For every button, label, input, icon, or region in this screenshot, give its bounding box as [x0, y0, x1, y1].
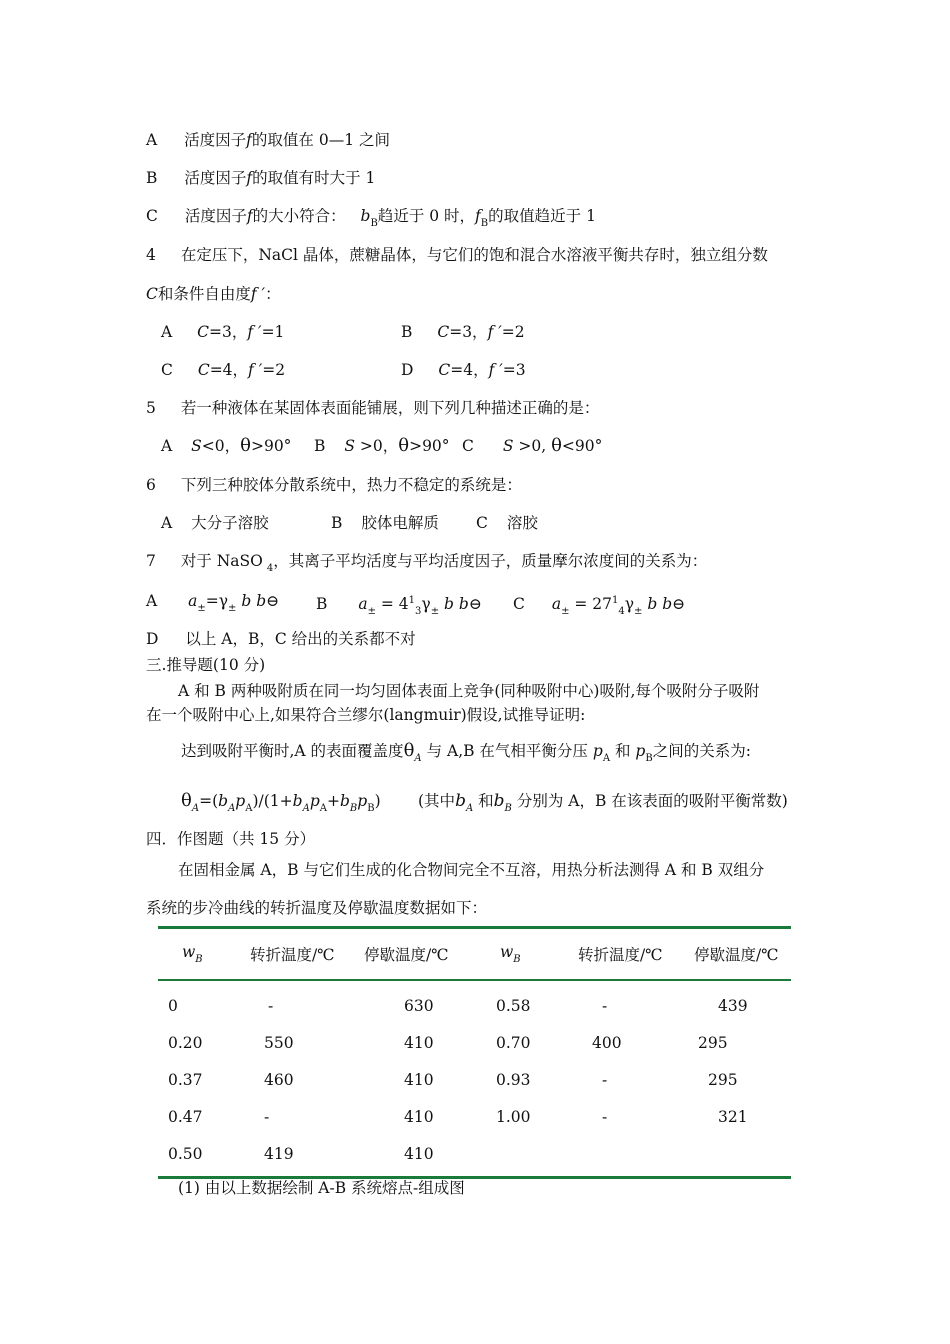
section3-relation-line: 达到吸附平衡时,A 的表面覆盖度$\theta_A$ 与 A,B 在气相平衡分压 $p_A$ 和 $p_B$之间的关系为: [181, 740, 751, 764]
q7-option-a: A $a_\pm=\gamma_\pm$ b b⊖ [146, 592, 280, 614]
task-1: (1) 由以上数据绘制 A-B 系统熔点-组成图 [178, 1179, 465, 1197]
section3-paragraph-2: 在一个吸附中心上,如果符合兰缪尔(langmuir)假设,试推导证明: [146, 706, 586, 724]
q3-option-c: C 活度因子f的大小符合： $b_B$趋近于 0 时，$f_B$的取值趋近于 1 [146, 207, 596, 229]
section3-paragraph-1: A 和 B 两种吸附质在同一均匀固体表面上竞争(同种吸附中心)吸附,每个吸附分子吸附 [178, 682, 760, 700]
formula-note: (其中$b_A$ 和$b_B$ 分别为 A，B 在该表面的吸附平衡常数) [418, 791, 788, 814]
header-halt-temp-1: 停歇温度/℃ [364, 946, 449, 964]
table-row: 0.47 - 410 1.00 - 321 [168, 1107, 748, 1126]
section4-paragraph-2: 系统的步冷曲线的转折温度及停歇温度数据如下： [146, 899, 488, 917]
table-row: 0.20 550 410 0.70 400 295 [168, 1033, 728, 1052]
q5-option-a: A S<0，θ>90° [161, 435, 292, 456]
header-wb-2: $w_B$ [500, 943, 521, 965]
q3-option-b: B 活度因子f的取值有时大于 1 [146, 169, 376, 187]
q5-option-c: C S >0, θ<90° [462, 435, 603, 456]
q6-option-a: A 大分子溶胶 [161, 514, 269, 532]
q7-option-d: D 以上 A，B，C 给出的关系都不对 [146, 630, 416, 648]
q6-option-c: C 溶胶 [476, 514, 538, 532]
q4-option-a: A C=3，f ′=1 [161, 323, 285, 341]
section4-paragraph-1: 在固相金属 A，B 与它们生成的化合物间完全不互溶，用热分析法测得 A 和 B 双组分 [178, 861, 765, 879]
table-row: 0.37 460 410 0.93 - 295 [168, 1070, 738, 1089]
langmuir-formula: $\theta_A=(b_Ap_A)/(1+b_Ap_A+b_Bp_B)$ [181, 790, 381, 814]
q7-stem: 7 对于 NaSO $_4$，其离子平均活度与平均活度因子，质量摩尔浓度间的关系为： [146, 552, 708, 574]
section3-title: 三.推导题(10 分) [146, 656, 266, 674]
header-halt-temp-2: 停歇温度/℃ [694, 946, 779, 964]
header-wb-1: $w_B$ [182, 943, 203, 965]
q6-stem: 6 下列三种胶体分散系统中，热力不稳定的系统是： [146, 476, 522, 494]
cooling-curve-table [158, 926, 791, 1179]
table-row: 0.50 419 410 [158, 1135, 791, 1178]
q4-stem: 4 在定压下，NaCl 晶体，蔗糖晶体，与它们的饱和混合水溶液平衡共存时，独立组分数 [146, 246, 768, 264]
q4-option-b: B C=3，f ′=2 [401, 323, 525, 341]
q7-option-b: B $a_\pm = 4^1_3\gamma_\pm$ b b⊖ [316, 595, 482, 617]
header-turning-temp-1: 转折温度/℃ [250, 946, 335, 964]
q4-option-d: D C=4，f ′=3 [401, 361, 526, 379]
q4-option-c: C C=4，f ′=2 [161, 361, 286, 379]
q5-option-b: B S >0，θ>90° [314, 435, 450, 456]
header-turning-temp-2: 转折温度/℃ [578, 946, 663, 964]
q5-stem: 5 若一种液体在某固体表面能铺展，则下列几种描述正确的是： [146, 399, 600, 417]
section4-title: 四．作图题（共 15 分） [146, 830, 316, 848]
q4-stem-line2: C和条件自由度f ′： [146, 285, 281, 303]
q7-option-c: C $a_\pm = 27^1_4\gamma_\pm$ b b⊖ [513, 595, 686, 617]
q6-option-b: B 胶体电解质 [331, 514, 439, 532]
table-row: 0 - 630 0.58 - 439 [168, 996, 748, 1015]
table-header-row [158, 928, 791, 981]
q3-option-a: A 活度因子f的取值在 0—1 之间 [146, 131, 390, 149]
